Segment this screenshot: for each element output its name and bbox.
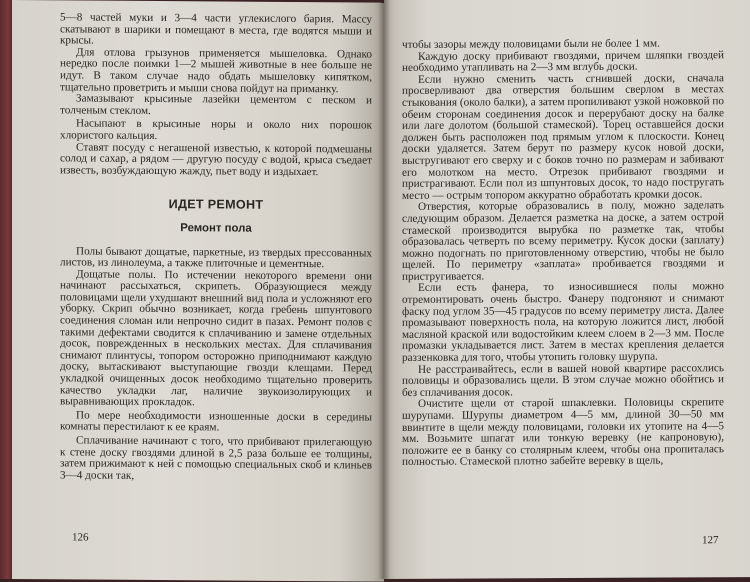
left-page — [12, 0, 384, 582]
right-page — [384, 0, 750, 579]
book-gutter — [378, 0, 390, 579]
right-text-column — [402, 38, 724, 469]
page-number: 126 — [72, 531, 89, 544]
paragraph: Каждую доску прибивают гвоздями, причем шляпки гвоздей необходимо утапливать на 2—3 мм вглубь доски. — [402, 48, 724, 75]
paragraph: Полы бывают дощатые, паркетные, из твердых прессованных листов, из линолеума, а также плиточные и цементные. — [60, 244, 372, 271]
paragraph: Замазывают крысиные лазейки цементом с песком и толченым стеклом. — [60, 92, 372, 117]
paragraph: Дощатые полы. По истечении некоторого времени они начинают рассыхаться, скрипеть. Образующиеся между половицами щели ухудшают внешний вид пола и усложняют его уборку. Скрип обычно возникает, когда гребень шпунтового соединения сломан или непрочно сидит в пазах. Ремонт полов с такими дефектами сводится к сплачиванию и замене отдельных досок, поврежденных в нескольких местах. Для сплачивания снимают плинтусы, топором осторожно приподнимают каждую доску, вытаскивают выступающие гвозди клещами. Перед укладкой очищенных досок необходимо тщательно проверить качество укладки лаг, наличие звукоизолирующих и выравнивающих прокладок. — [60, 268, 372, 409]
paragraph: Если есть фанера, то износившиеся полы можно отремонтировать очень быстро. Фанеру подгоняют и снимают фаску под углом 35—45 градусов по всему периметру листа. Далее промазывают поверхность пола, на которую ложится лист, любой масляной краской или водостойким клеем слоем в 2—3 мм. После промазки укладывается лист. Затем в местах крепления делается раззенковка для того, чтобы утопить головку шурупа. — [402, 280, 724, 364]
paragraph: Насыпают в крысиные норы и около них порошок хлористого кальция. — [60, 117, 372, 142]
paragraph: Ставят посуду с негашеной известью, к которой подмешаны солод и сахар, а рядом — другую посуду с водой, крыса съедает известь, возбуждающую жажду, пьет воду и издыхает. — [60, 140, 372, 178]
paragraph: Для отлова грызунов применяется мышеловка. Однако нередко после поимки 1—2 мышей животные в нее больше не идут. В таком случае надо обдать мышеловку кипятком, тщательно проветрить и мыши снова пойдут на приманку. — [60, 46, 372, 95]
page-number: 127 — [702, 534, 719, 547]
paragraph: Очистите щели от старой шпаклевки. Половицы скрепите шурупами. Шурупы диаметром 4—5 мм, длиной 30—50 мм ввинтите в щели между половицами, головки их утопите на 4—5 мм. Возьмите шпагат или тонкую веревку (не капроновую), положите ее в банку со столярным клеем, чтобы она пропиталась полностью. Стамеской плотно забейте веревку в щель, — [402, 396, 724, 469]
subsection-title: Ремонт пола — [180, 222, 252, 235]
paragraph: По мере необходимости изношенные доски в середины комнаты перестилают к ее краям. — [60, 409, 372, 434]
paragraph: Отверстия, которые образовались в полу, можно заделать следующим образом. Делается разметка на доске, а затем острой стамеской производится вырубка по разметке так, чтобы образовалась четверть по всему периметру. Кусок доски (заплату) можно подогнать по приготовленному отверстию, чтобы не было щелей. По периметру «заплата» пробивается гвоздями и пристругивается. — [402, 199, 724, 283]
paragraph: Не расстраивайтесь, если в вашей новой квартире рассохлись половицы и образовались щели. В этом случае можно обойтись и без сплачивания досок. — [402, 361, 724, 399]
paragraph: Сплачивание начинают с того, что прибивают прилегающую к стене доску гвоздями длиной в 2,5 раза больше ее толщины, затем прижимают к ней с помощью специальных скоб и клиньев 3—4 доски так, — [60, 434, 372, 482]
paragraph: Если нужно сменить часть сгнившей доски, сначала просверливают два отверстия большим сверлом в местах стыкования (около балки), а затем пропиливают узкой ножовкой по обеим сторонам соединения досок и перерубают доску на балке или лаге долотом (большой стамеской). Торец оставшейся доски должен быть расположен под прямым углом к плоскости. Конец доски удаляется. Затем берут по размеру кусок новой доски, выстругивают его сверху и с боков точно по размерам и забивают его молотком на место. Отрезок прибивают гвоздями и пристрагивают. Если пол из шпунтовых досок, то надо постругать место — острым топором аккуратно обработать кромки досок. — [402, 72, 724, 202]
paragraph: чтобы зазоры между половицами были не более 1 мм. — [402, 37, 660, 51]
left-text-column — [60, 12, 372, 484]
section-title: ИДЕТ РЕМОНТ — [168, 197, 264, 213]
paragraph: 5—8 частей муки и 3—4 части углекислого бария. Массу скатывают в шарики и помещают в места, где водятся мыши и крысы. — [60, 11, 372, 47]
